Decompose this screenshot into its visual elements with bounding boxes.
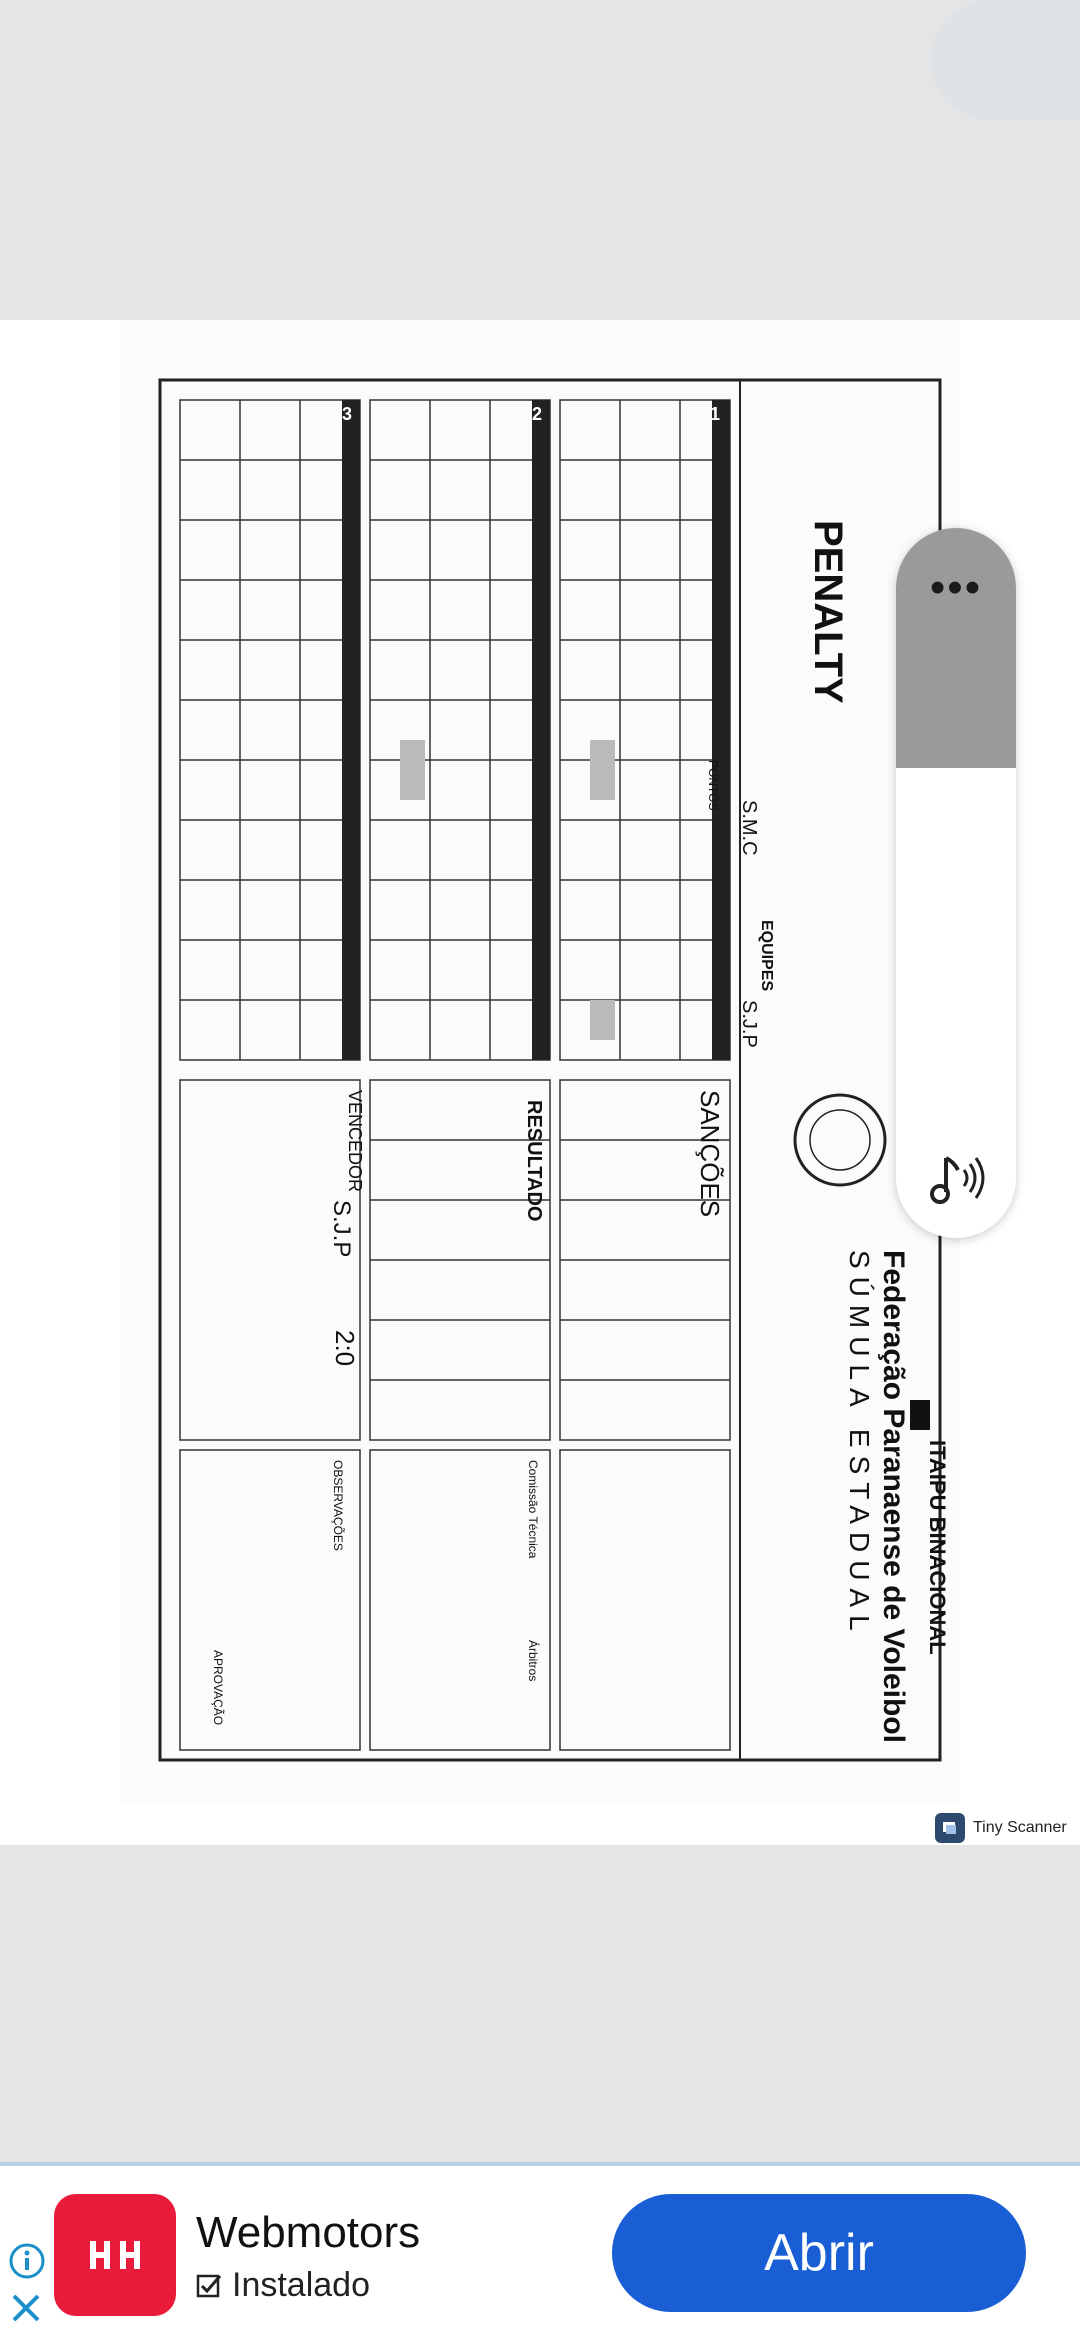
ad-close-icon[interactable] [8,2290,44,2326]
ad-install-status [196,2266,370,2305]
ad-status-label: Instalado [232,2266,370,2304]
label-vencedor: VENCEDOR [345,1090,365,1193]
section-resultado: RESULTADO [523,1100,545,1222]
ad-app-name[interactable]: Webmotors [196,2208,421,2257]
top-right-ghost-pill [930,0,1080,120]
final-score: 2:0 [330,1330,360,1367]
floating-toolbar[interactable] [896,528,1016,1238]
watermark-label: Tiny Scanner [973,1819,1067,1836]
label-aprovacao: APROVAÇÃO [211,1650,225,1726]
ad-open-button[interactable]: Abrir [612,2194,1026,2312]
form-title: SÚMULA ESTADUAL [844,1250,875,1639]
label-observacoes: OBSERVAÇÕES [331,1460,345,1551]
brand-penalty: PENALTY [806,520,850,704]
set-2-label: 2 [532,404,543,424]
webmotors-logo[interactable] [54,2194,176,2316]
label-equipes: EQUIPES [758,920,775,992]
more-dots-icon[interactable]: ••• [929,563,983,612]
label-arbitros: Árbitros [526,1640,540,1682]
label-comissao-tecnica: Comissão Técnica [526,1460,540,1559]
set-3-label: 3 [342,404,353,424]
team-a-label: S.M.C [738,800,760,856]
music-note-sound-icon[interactable] [916,1138,996,1218]
federation-title: Federação Paranaense de Voleibol [877,1250,910,1743]
set-1-label: 1 [710,404,721,424]
ad-banner[interactable] [0,2166,1080,2340]
tiny-scanner-watermark [935,1810,1067,1846]
label-pontos: PONTOS [706,760,720,811]
sponsor-name: ITAIPU BINACIONAL [925,1440,950,1655]
team-b-label: S.J.P [738,1000,760,1048]
installed-check-icon [196,2272,224,2300]
tiny-scanner-logo-icon [935,1813,965,1843]
scanned-scoresheet[interactable] [120,320,960,1805]
section-sancoes: SANÇÕES [695,1090,725,1218]
vencedor-value: S.J.P [328,1200,355,1258]
ad-info-icon[interactable] [8,2242,46,2280]
